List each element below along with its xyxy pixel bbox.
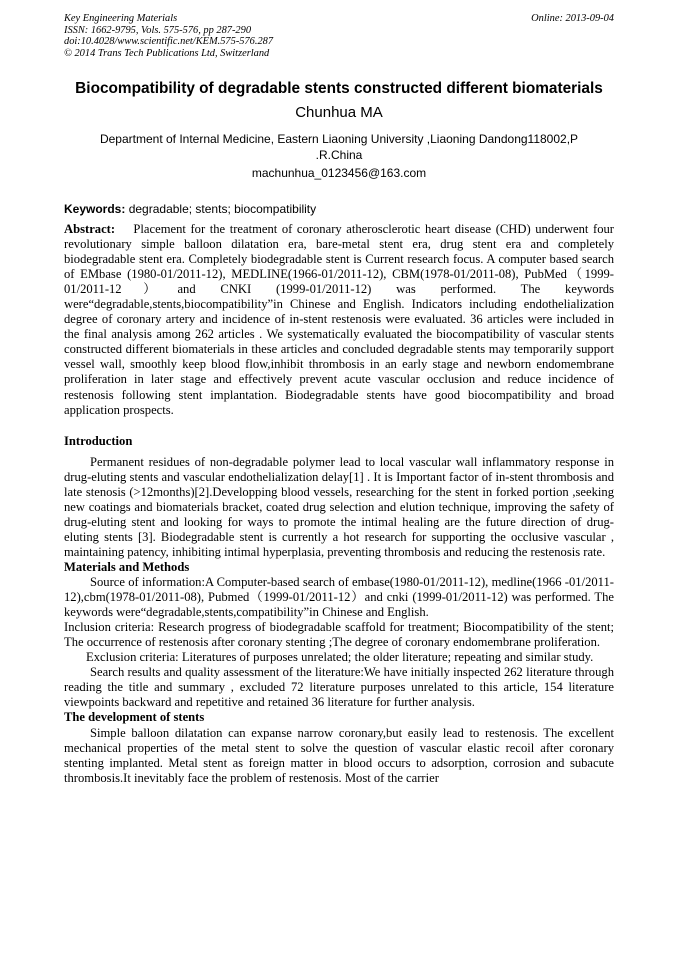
methods-inclusion: Inclusion criteria: Research progress of biodegradable scaffold for treatment; Biocompatibility of the stent; The occurrence of restenosis after coronary stenting ;The degree of coronary endomembrane proliferation.	[64, 620, 614, 650]
journal-header	[64, 13, 614, 59]
introduction-heading: Introduction	[64, 433, 133, 448]
methods-search: Search results and quality assessment of the literature:We have initially inspected 262 literature through reading the title and summary , excluded 72 literature purposes unrelated to this article, 154 literature viewpoints backward and repetitive and retained 36 literature for further analysis.	[64, 665, 614, 710]
development-text: Simple balloon dilatation can expanse narrow coronary,but easily lead to restenosis. The excellent mechanical properties of the metal stent to solve the question of vascular elastic recoil after coronary stenting implanted. Metal stent as foreign matter in blood occurs to adsorption, corrosion and subacute thrombosis.It inevitably face the problem of restenosis. Most of the carrier	[64, 725, 614, 785]
keywords-line	[64, 202, 614, 216]
introduction-text: Permanent residues of non-degradable polymer lead to local vascular wall inflammatory response in drug-eluting stents and vascular endothelialization delay[1] . It is Important factor of in-stent thrombosis and late stenosis (>12months)[2].Developping blood vessels, researching for the stent in forked portion ,seeking new coatings and biomaterials bracket, coated drug selection and elution technique, improving the safety of drug-eluting stent and looking for ways to promote the intimal healing are the future direction of drug-eluting stents [3]. Biodegradable stent is currently a hot research for supporting the occlusive vascular , maintaining patency, inhibiting intimal hyperplasia, preventing thrombosis and reducing the restenosis rate.	[64, 454, 614, 559]
methods-exclusion: Exclusion criteria: Literatures of purposes unrelated; the older literature; repeating and similar study.	[86, 650, 594, 665]
author-name: Chunhua MA	[295, 104, 383, 121]
issn-line: ISSN: 1662-9795, Vols. 575-576, pp 287-290	[64, 24, 252, 36]
keywords-text: degradable; stents; biocompatibility	[128, 202, 317, 216]
abstract-text: Placement for the treatment of coronary atherosclerotic heart disease (CHD) underwent four revolutionary simple balloon dilatation era, bare-metal stent era, drug stent era and completely biodegradable stent era. Completely biodegradable stent is Current research focus. A computer based search of EMbase (1980-01/2011-12), MEDLINE(1966-01/2011-12), CBM(1978-01/2011-08), PubMed（1999-01/2011-12）and CNKI (1999-01/2011-12) was performed. The keywords were“degradable,stents,biocompatibility”in Chinese and English. Indicators including endothelialization degree of coronary artery and incidence of in-stent restenosis were evaluated. 36 articles were included in the final analysis among 262 articles . We systematically evaluated the biocompatibility of vascular stents constructed different biomaterials in these articles and concluded degradable stents may temporarily support vessel wall, smoothly keep blood flow,inhibit thrombosis in an early stage and newborn endomembrane proliferation in later stage and effectively prevent acute vascular occlusion and reduce incidence of restenosis following stent implantation. Biodegradable stents have good biocompatibility and broad application prospects.	[64, 222, 614, 417]
paper-title: Biocompatibility of degradable stents constructed different biomaterials	[75, 80, 603, 97]
development-heading: The development of stents	[64, 710, 205, 725]
copyright-line: © 2014 Trans Tech Publications Ltd, Switzerland	[64, 47, 270, 59]
abstract	[64, 222, 614, 418]
methods-source: Source of information:A Computer-based search of embase(1980-01/2011-12), medline(1966 -01/2011-12),cbm(1978-01/2011-08), Pubmed（1999-01/2011-12）and cnki (1999-01/2011-12) was performed. The keywords were“degradable,stents,compatibility”in Chinese and English.	[64, 575, 614, 620]
keywords-label: Keywords:	[64, 202, 126, 216]
abstract-label: Abstract:	[64, 222, 116, 236]
doi-line: doi:10.4028/www.scientific.net/KEM.575-576.287	[64, 36, 274, 48]
author-email: machunhua_0123456@163.com	[251, 166, 427, 180]
journal-name: Key Engineering Materials	[64, 13, 178, 24]
affiliation: Department of Internal Medicine, Eastern Liaoning University ,Liaoning Dandong118002,P .R.China	[99, 132, 579, 162]
online-date: Online: 2013-09-04	[531, 13, 614, 24]
methods-heading: Materials and Methods	[64, 559, 190, 574]
paper-body	[64, 222, 614, 786]
